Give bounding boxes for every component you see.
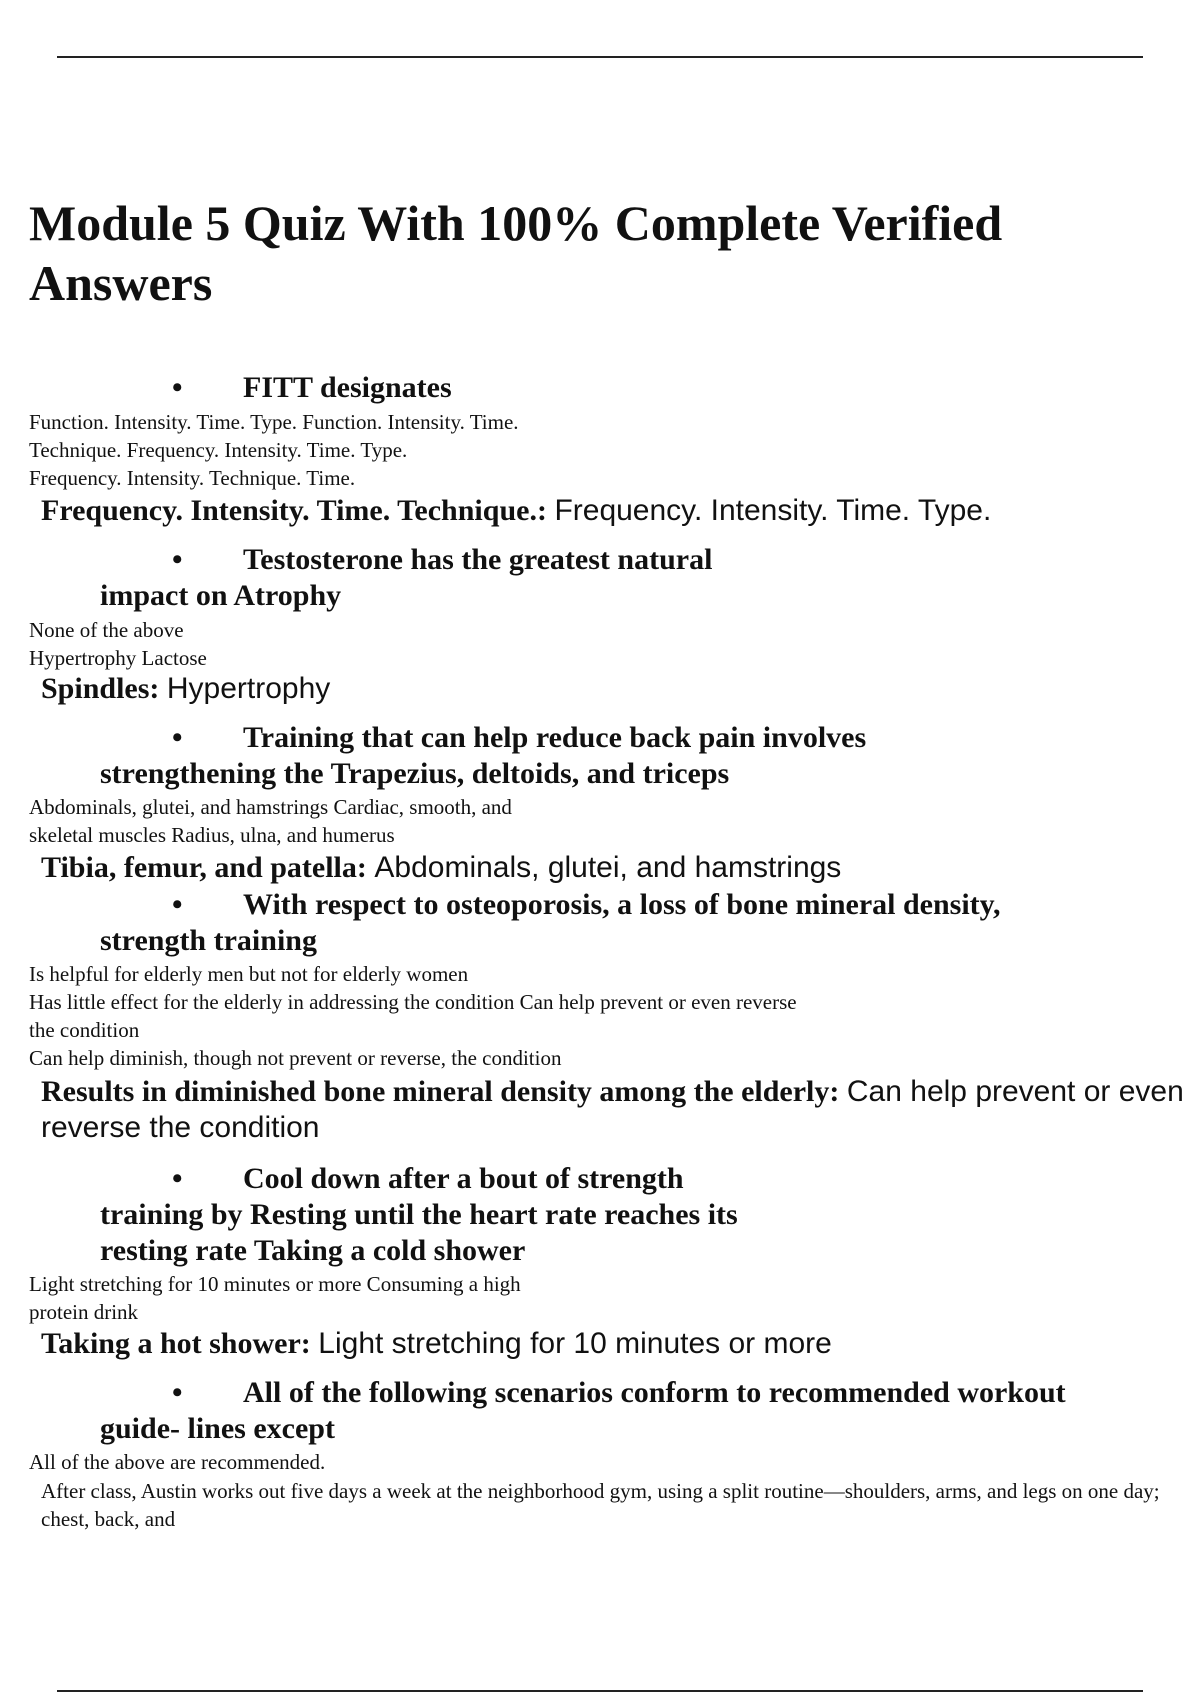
question-5 — [100, 1161, 1160, 1269]
answer-value: Frequency. Intensity. Time. Type. — [554, 494, 992, 527]
answer-label: Frequency. Intensity. Time. Technique.: — [41, 494, 547, 527]
document-title: Module 5 Quiz With 100% Complete Verified Answers — [29, 195, 1003, 311]
option: Light stretching for 10 minutes or more Consuming a high — [29, 1272, 521, 1296]
question-1 — [100, 370, 1160, 406]
answer-value: Hypertrophy — [166, 672, 331, 705]
option: Abdominals, glutei, and hamstrings Cardiac, smooth, and — [29, 795, 512, 819]
question-text-continued: training by Resting until the heart rate reaches its — [100, 1198, 738, 1231]
answer-value: Light stretching for 10 minutes or more — [318, 1327, 832, 1360]
question-1-answer — [41, 493, 1191, 529]
question-text-continued: impact on Atrophy — [100, 579, 342, 612]
bottom-divider — [57, 1690, 1143, 1692]
question-text-continued: strengthening the Trapezius, deltoids, and triceps — [100, 757, 730, 790]
bullet-icon: • — [172, 888, 183, 921]
answer-value: Can help prevent or even reverse the condition — [41, 1075, 1184, 1144]
option: Has little effect for the elderly in addressing the condition Can help prevent or even reverse — [29, 990, 797, 1014]
option: Can help diminish, though not prevent or reverse, the condition — [29, 1046, 562, 1070]
question-3-answer — [41, 850, 1191, 886]
question-text-continued: guide- lines except — [100, 1412, 335, 1445]
bullet-icon: • — [172, 371, 183, 404]
question-2 — [100, 542, 1160, 614]
option: Technique. Frequency. Intensity. Time. Type. — [29, 438, 408, 462]
answer-label: Tibia, femur, and patella: — [41, 851, 367, 884]
question-text: Training that can help reduce back pain involves — [243, 721, 867, 754]
option: Hypertrophy Lactose — [29, 646, 207, 670]
question-1-options — [29, 408, 1169, 492]
option: the condition — [29, 1018, 140, 1042]
question-text-continued: resting rate Taking a cold shower — [100, 1234, 526, 1267]
option: All of the above are recommended. — [29, 1450, 326, 1474]
question-4-options — [29, 960, 1169, 1072]
question-6 — [100, 1375, 1160, 1447]
bullet-icon: • — [172, 721, 183, 754]
question-3 — [100, 720, 1160, 792]
question-text-continued: strength training — [100, 924, 317, 957]
answer-label: Taking a hot shower: — [41, 1327, 311, 1360]
option: protein drink — [29, 1300, 139, 1324]
question-text: Cool down after a bout of strength — [243, 1162, 684, 1195]
question-2-options — [29, 616, 1169, 672]
option: skeletal muscles Radius, ulna, and humerus — [29, 823, 395, 847]
bullet-icon: • — [172, 543, 183, 576]
question-6-options — [29, 1448, 1169, 1476]
question-3-options — [29, 793, 1169, 849]
question-5-options — [29, 1270, 1169, 1326]
answer-label: Results in diminished bone mineral density among the elderly: — [41, 1075, 840, 1108]
top-divider — [57, 56, 1143, 58]
question-2-answer — [41, 671, 1191, 707]
question-text: FITT designates — [243, 371, 452, 404]
question-4-answer — [41, 1074, 1191, 1146]
trailing-paragraph: After class, Austin works out five days a week at the neighborhood gym, using a split routine—shoulders, arms, and legs on one day; chest, back, and — [41, 1479, 1160, 1531]
answer-label: Spindles: — [41, 672, 160, 705]
question-6-trailing-text — [41, 1477, 1171, 1533]
question-text: With respect to osteoporosis, a loss of bone mineral density, — [243, 888, 1001, 921]
option: Function. Intensity. Time. Type. Function. Intensity. Time. — [29, 410, 519, 434]
question-5-answer — [41, 1326, 1191, 1362]
option: None of the above — [29, 618, 184, 642]
option: Frequency. Intensity. Technique. Time. — [29, 466, 356, 490]
question-text: All of the following scenarios conform to recommended workout — [243, 1376, 1066, 1409]
bullet-icon: • — [172, 1376, 183, 1409]
question-4 — [100, 887, 1160, 959]
bullet-icon: • — [172, 1162, 183, 1195]
option: Is helpful for elderly men but not for elderly women — [29, 962, 469, 986]
answer-value: Abdominals, glutei, and hamstrings — [374, 851, 842, 884]
question-text: Testosterone has the greatest natural — [243, 543, 713, 576]
